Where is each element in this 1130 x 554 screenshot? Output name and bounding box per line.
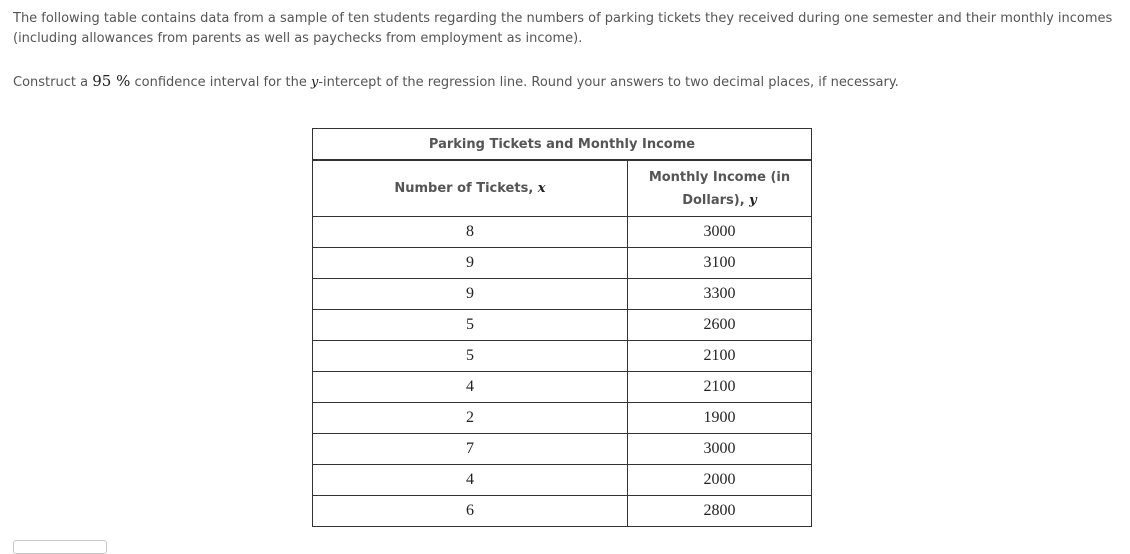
income-cell: 3000 [627,217,811,248]
table-row [313,248,812,279]
table-header-row [313,160,812,217]
tickets-cell: 2 [313,403,628,434]
tickets-cell: 5 [313,310,628,341]
table-row [313,279,812,310]
tickets-cell: 4 [313,372,628,403]
column-header-income-line1: Monthly Income (in [648,169,791,185]
income-cell: 2100 [627,372,811,403]
table-row [313,217,812,248]
column-header-income-line2: Dollars), [682,192,745,208]
confidence-unit: % [116,72,131,90]
problem-intro: The following table contains data from a sample of ten students regarding the numbers of parking tickets they received during one semester and their monthly incomes (including allowances from parents as well as paychecks from employment as income). [13,11,1113,46]
income-cell: 3000 [627,434,811,465]
x-variable: x [537,181,546,196]
tickets-cell: 7 [313,434,628,465]
income-cell: 2100 [627,341,811,372]
tickets-cell: 9 [313,248,628,279]
confidence-level [92,72,130,90]
column-header-income [627,160,811,217]
income-cell: 2800 [627,496,811,527]
income-cell: 2600 [627,310,811,341]
table-row [313,310,812,341]
instruction-middle: confidence interval for the [134,75,307,90]
table-caption-row [313,129,812,161]
tickets-cell: 9 [313,279,628,310]
table-row [313,465,812,496]
tickets-cell: 5 [313,341,628,372]
instruction-suffix: -intercept of the regression line. Round your answers to two decimal places, if necessary. [318,75,899,90]
income-cell: 3300 [627,279,811,310]
table-row [313,496,812,527]
instruction-prefix: Construct a [13,75,89,90]
tickets-cell: 6 [313,496,628,527]
tickets-cell: 4 [313,465,628,496]
confidence-value: 95 [92,72,112,90]
column-header-tickets [313,160,628,217]
tickets-cell: 8 [313,217,628,248]
problem-instruction [13,71,1118,93]
income-cell: 2000 [627,465,811,496]
table-row [313,341,812,372]
answer-input-box[interactable] [13,540,107,554]
table-row [313,434,812,465]
table-caption: Parking Tickets and Monthly Income [313,129,812,161]
table-row [313,372,812,403]
income-cell: 1900 [627,403,811,434]
y-variable: y [310,75,319,90]
income-cell: 3100 [627,248,811,279]
table-row [313,403,812,434]
data-table [312,128,812,527]
column-header-tickets-label: Number of Tickets, [394,181,534,196]
y-variable-header: y [749,192,757,208]
